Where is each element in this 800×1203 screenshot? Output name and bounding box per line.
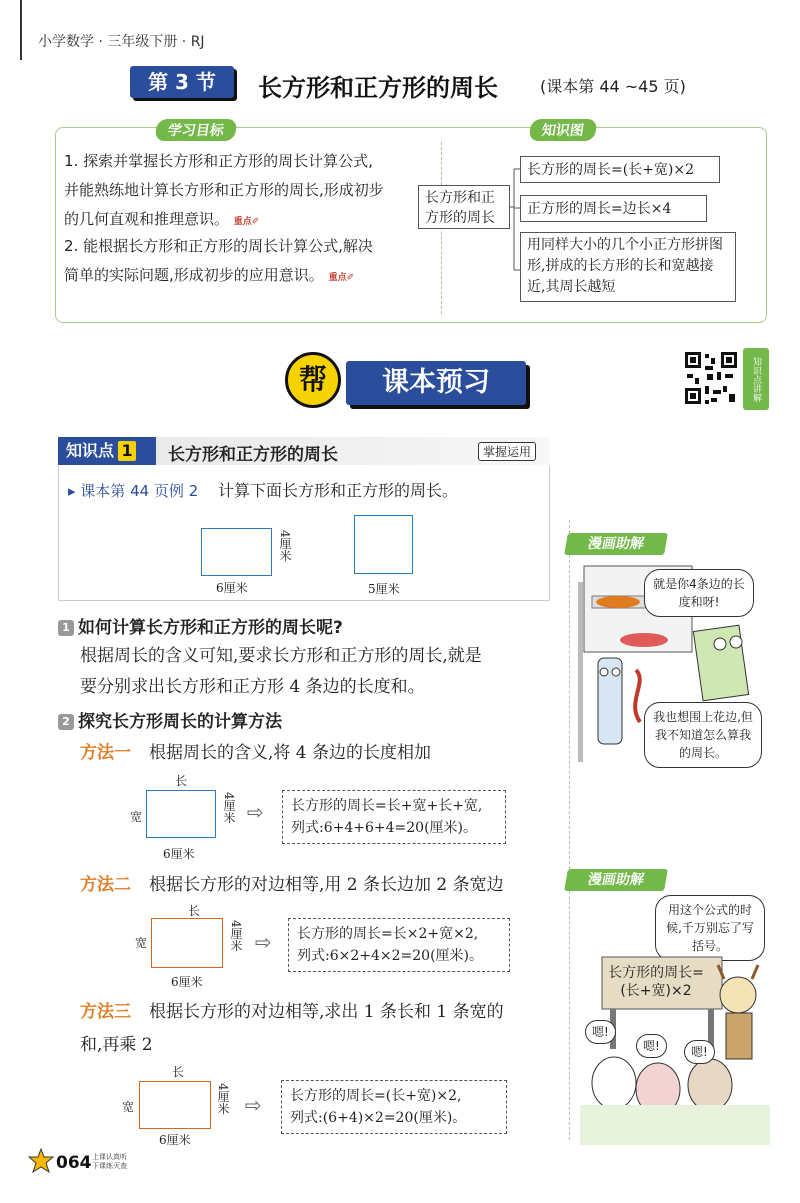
q1-answer-line-1: 根据周长的含义可知,要求长方形和正方形的周长,就是 — [80, 646, 482, 666]
comic1-bubble-1: 就是你4条边的长度和呀! — [644, 569, 754, 617]
comic-tag-1: 漫画助解 — [564, 533, 668, 555]
m3-rectangle — [139, 1081, 211, 1129]
kp-title: 长方形和正方形的周长 — [168, 445, 338, 465]
m2-formula: 长方形的周长=长×2+宽×2, 列式:6×2+4×2=20(厘米)。 — [288, 918, 510, 972]
key-mark: 重点✐ — [233, 217, 260, 227]
m1-height-label: 4厘米 — [222, 792, 236, 824]
kp-label: 知识点 1 — [58, 437, 156, 465]
section-title: 长方形和正方形的周长 — [258, 74, 498, 102]
map-tiling-note: 用同样大小的几个小正方形拼图形,拼成的长方形的长和宽越接近,其周长越短 — [520, 232, 736, 302]
comic2-bubble: 用这个公式的时候,千万别忘了写括号。 — [655, 895, 765, 961]
m1-width-label: 6厘米 — [163, 847, 195, 861]
example-task: 计算下面长方形和正方形的周长。 — [218, 481, 459, 500]
goals-panel — [55, 123, 767, 323]
comic-tag-2: 漫画助解 — [564, 869, 668, 891]
q2-number: 2 — [58, 714, 74, 730]
page-number: 064 — [56, 1153, 92, 1173]
comic2-hm-2: 嗯! — [636, 1034, 667, 1058]
kp-number: 1 — [118, 441, 136, 461]
comic2-hm-1: 嗯! — [585, 1020, 616, 1044]
comic1-bubble-2: 我也想围上花边,但我不知道怎么算我的周长。 — [644, 702, 762, 768]
m3-formula: 长方形的周长=(长+宽)×2, 列式:(6+4)×2=20(厘米)。 — [281, 1080, 507, 1134]
help-badge: 帮 — [285, 352, 341, 408]
map-square-formula: 正方形的周长=边长×4 — [520, 195, 707, 222]
goal-item-1: 1. 探索并掌握长方形和正方形的周长计算公式,并能熟练地计算长方形和正方形的周长,形成初步的几何直观和推理意识。 重点✐ — [64, 152, 384, 228]
m1-long-label: 长 — [175, 774, 188, 788]
map-root: 长方形和正方形的周长 — [418, 185, 510, 229]
map-rect-formula: 长方形的周长=(长+宽)×2 — [520, 156, 720, 183]
section-badge: 第 3 节 — [130, 66, 234, 98]
q1-answer-line-2: 要分别求出长方形和正方形 4 条边的长度和。 — [80, 677, 425, 697]
header-rule — [20, 0, 22, 60]
goals-tag: 学习目标 — [154, 119, 237, 141]
star-mascot-icon — [28, 1148, 54, 1174]
comic2-hm-3: 嗯! — [684, 1040, 715, 1064]
q1-number: 1 — [58, 620, 74, 636]
rect-height-label: 4厘米 — [278, 530, 292, 562]
method-3-cont: 和,再乘 2 — [80, 1035, 153, 1055]
section-ref: (课本第 44 ~45 页) — [540, 77, 686, 96]
key-mark: 重点✐ — [328, 273, 355, 283]
method-3: 方法三 根据长方形的对边相等,求出 1 条长和 1 条宽的 — [80, 1002, 504, 1022]
book-header: 小学数学 · 三年级下册 · RJ — [38, 34, 205, 50]
square-side-label: 5厘米 — [368, 582, 400, 596]
method-2: 方法二 根据长方形的对边相等,用 2 条长边加 2 条宽边 — [80, 875, 504, 895]
preview-banner: 课本预习 — [346, 361, 526, 405]
example-rectangle — [201, 528, 272, 576]
m3-width-label: 6厘米 — [159, 1133, 191, 1147]
kp-badge: 掌握运用 — [478, 442, 536, 461]
example-square — [354, 515, 413, 574]
m3-wide-label: 宽 — [122, 1100, 135, 1114]
question-1: 1 如何计算长方形和正方形的周长呢? — [58, 613, 343, 638]
arrow-right-icon: ⇨ — [247, 800, 264, 824]
method-1: 方法一 根据周长的含义,将 4 条边的长度相加 — [80, 743, 432, 763]
m1-wide-label: 宽 — [130, 810, 143, 824]
m1-formula: 长方形的周长=长+宽+长+宽, 列式:6+4+6+4=20(厘米)。 — [282, 790, 506, 844]
rect-width-label: 6厘米 — [216, 581, 248, 595]
map-tag: 知识图 — [528, 119, 597, 141]
m2-wide-label: 宽 — [135, 936, 148, 950]
m3-long-label: 长 — [172, 1065, 185, 1079]
m2-rectangle — [151, 918, 223, 968]
qr-code-icon[interactable] — [683, 350, 739, 406]
m2-width-label: 6厘米 — [171, 975, 203, 989]
m1-rectangle — [146, 790, 216, 838]
m2-long-label: 长 — [188, 904, 201, 918]
comic2-board-text: 长方形的周长=(长+宽)×2 — [608, 965, 704, 999]
m2-height-label: 4厘米 — [229, 920, 243, 952]
question-2: 2 探究长方形周长的计算方法 — [58, 707, 282, 732]
example-ref: ▸ 课本第 44 页例 2 — [68, 482, 199, 500]
arrow-right-icon: ⇨ — [245, 1093, 262, 1117]
footer-slogan: 上课认真听 下课练灭查 — [92, 1153, 127, 1170]
goal-item-2: 2. 能根据长方形和正方形的周长计算公式,解决简单的实际问题,形成初步的应用意识。 重点✐ — [64, 237, 373, 284]
arrow-right-icon: ⇨ — [255, 930, 272, 954]
qr-tag: 知识点讲解 — [743, 348, 769, 410]
side-divider — [569, 520, 570, 1140]
m3-height-label: 4厘米 — [216, 1083, 230, 1115]
